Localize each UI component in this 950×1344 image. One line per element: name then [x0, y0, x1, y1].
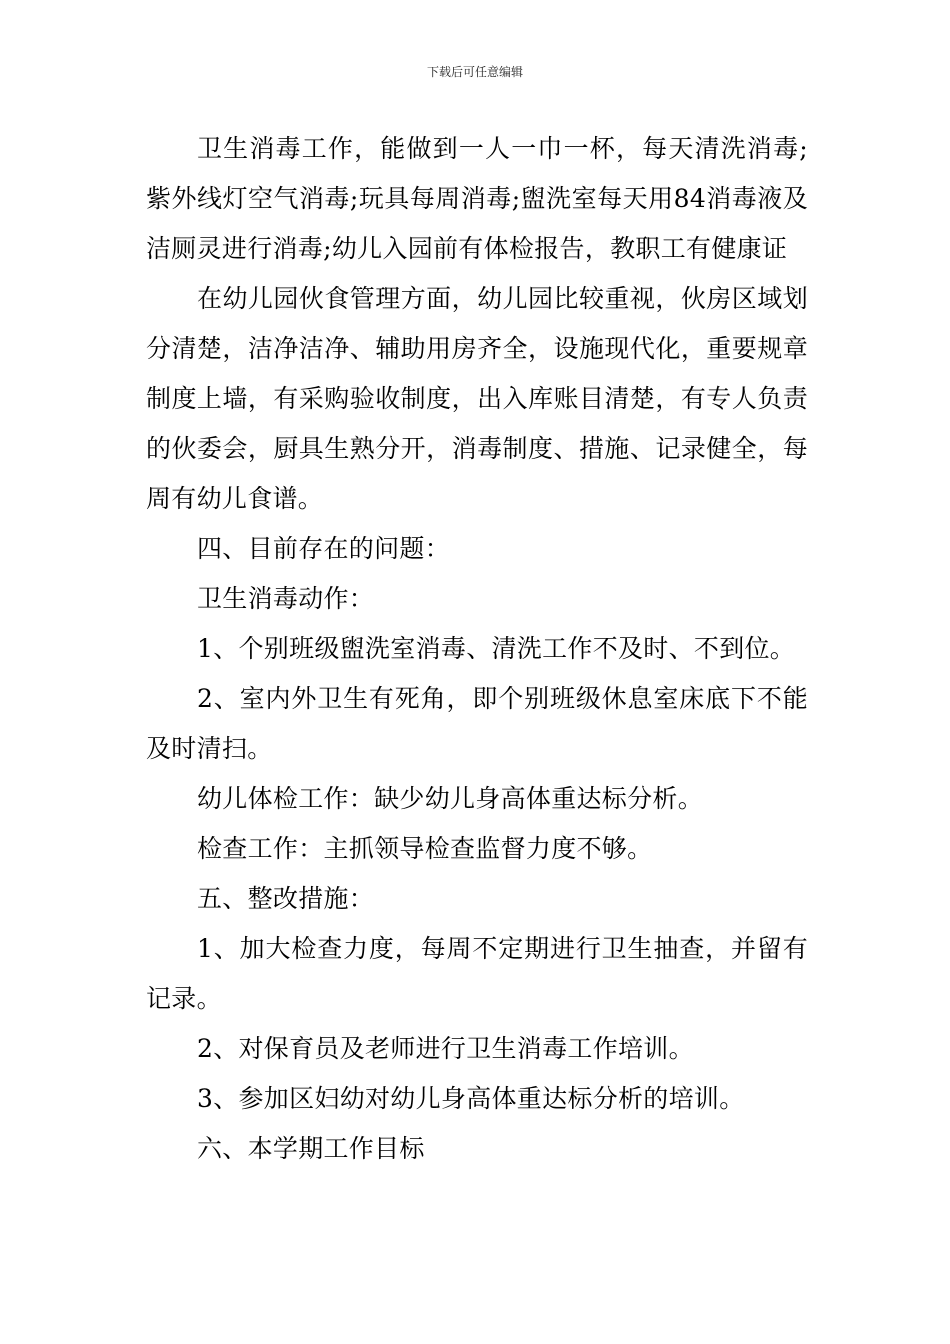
paragraph-inspection: 检查工作：主抓领导检查监督力度不够。	[197, 834, 653, 863]
section-heading-goals: 六、本学期工作目标	[197, 1134, 425, 1163]
paragraph-disinfection-work: 卫生消毒工作，能做到一人一巾一杯，每天清洗消毒;紫外线灯空气消毒;玩具每周消毒;盥洗室每天用84消毒液及洁厕灵进行消毒;幼儿入园前有体检报告，教职工有健康证	[146, 134, 808, 263]
list-item-problem-1: 1、个别班级盥洗室消毒、清洗工作不及时、不到位。	[197, 634, 796, 663]
page-header: 下载后可任意编辑	[426, 65, 523, 79]
list-item-measure-2: 2、对保育员及老师进行卫生消毒工作培训。	[197, 1034, 694, 1063]
subheading-disinfection: 卫生消毒动作：	[197, 584, 375, 613]
paragraph-health-check: 幼儿体检工作：缺少幼儿身高体重达标分析。	[197, 784, 704, 813]
document-body	[146, 124, 808, 1174]
section-heading-problems: 四、目前存在的问题：	[197, 534, 451, 563]
paragraph-food-management: 在幼儿园伙食管理方面，幼儿园比较重视，伙房区域划分清楚，洁净洁净、辅助用房齐全，设施现代化，重要规章制度上墙，有采购验收制度，出入库账目清楚，有专人负责的伙委会，厨具生熟分开，消毒制度、措施、记录健全，每周有幼儿食谱。	[146, 284, 808, 513]
list-item-measure-1: 1、加大检查力度，每周不定期进行卫生抽查，并留有记录。	[146, 934, 808, 1013]
list-item-measure-3: 3、参加区妇幼对幼儿身高体重达标分析的培训。	[197, 1084, 745, 1113]
section-heading-measures: 五、整改措施：	[197, 884, 375, 913]
list-item-problem-2: 2、室内外卫生有死角，即个别班级休息室床底下不能及时清扫。	[146, 684, 808, 763]
